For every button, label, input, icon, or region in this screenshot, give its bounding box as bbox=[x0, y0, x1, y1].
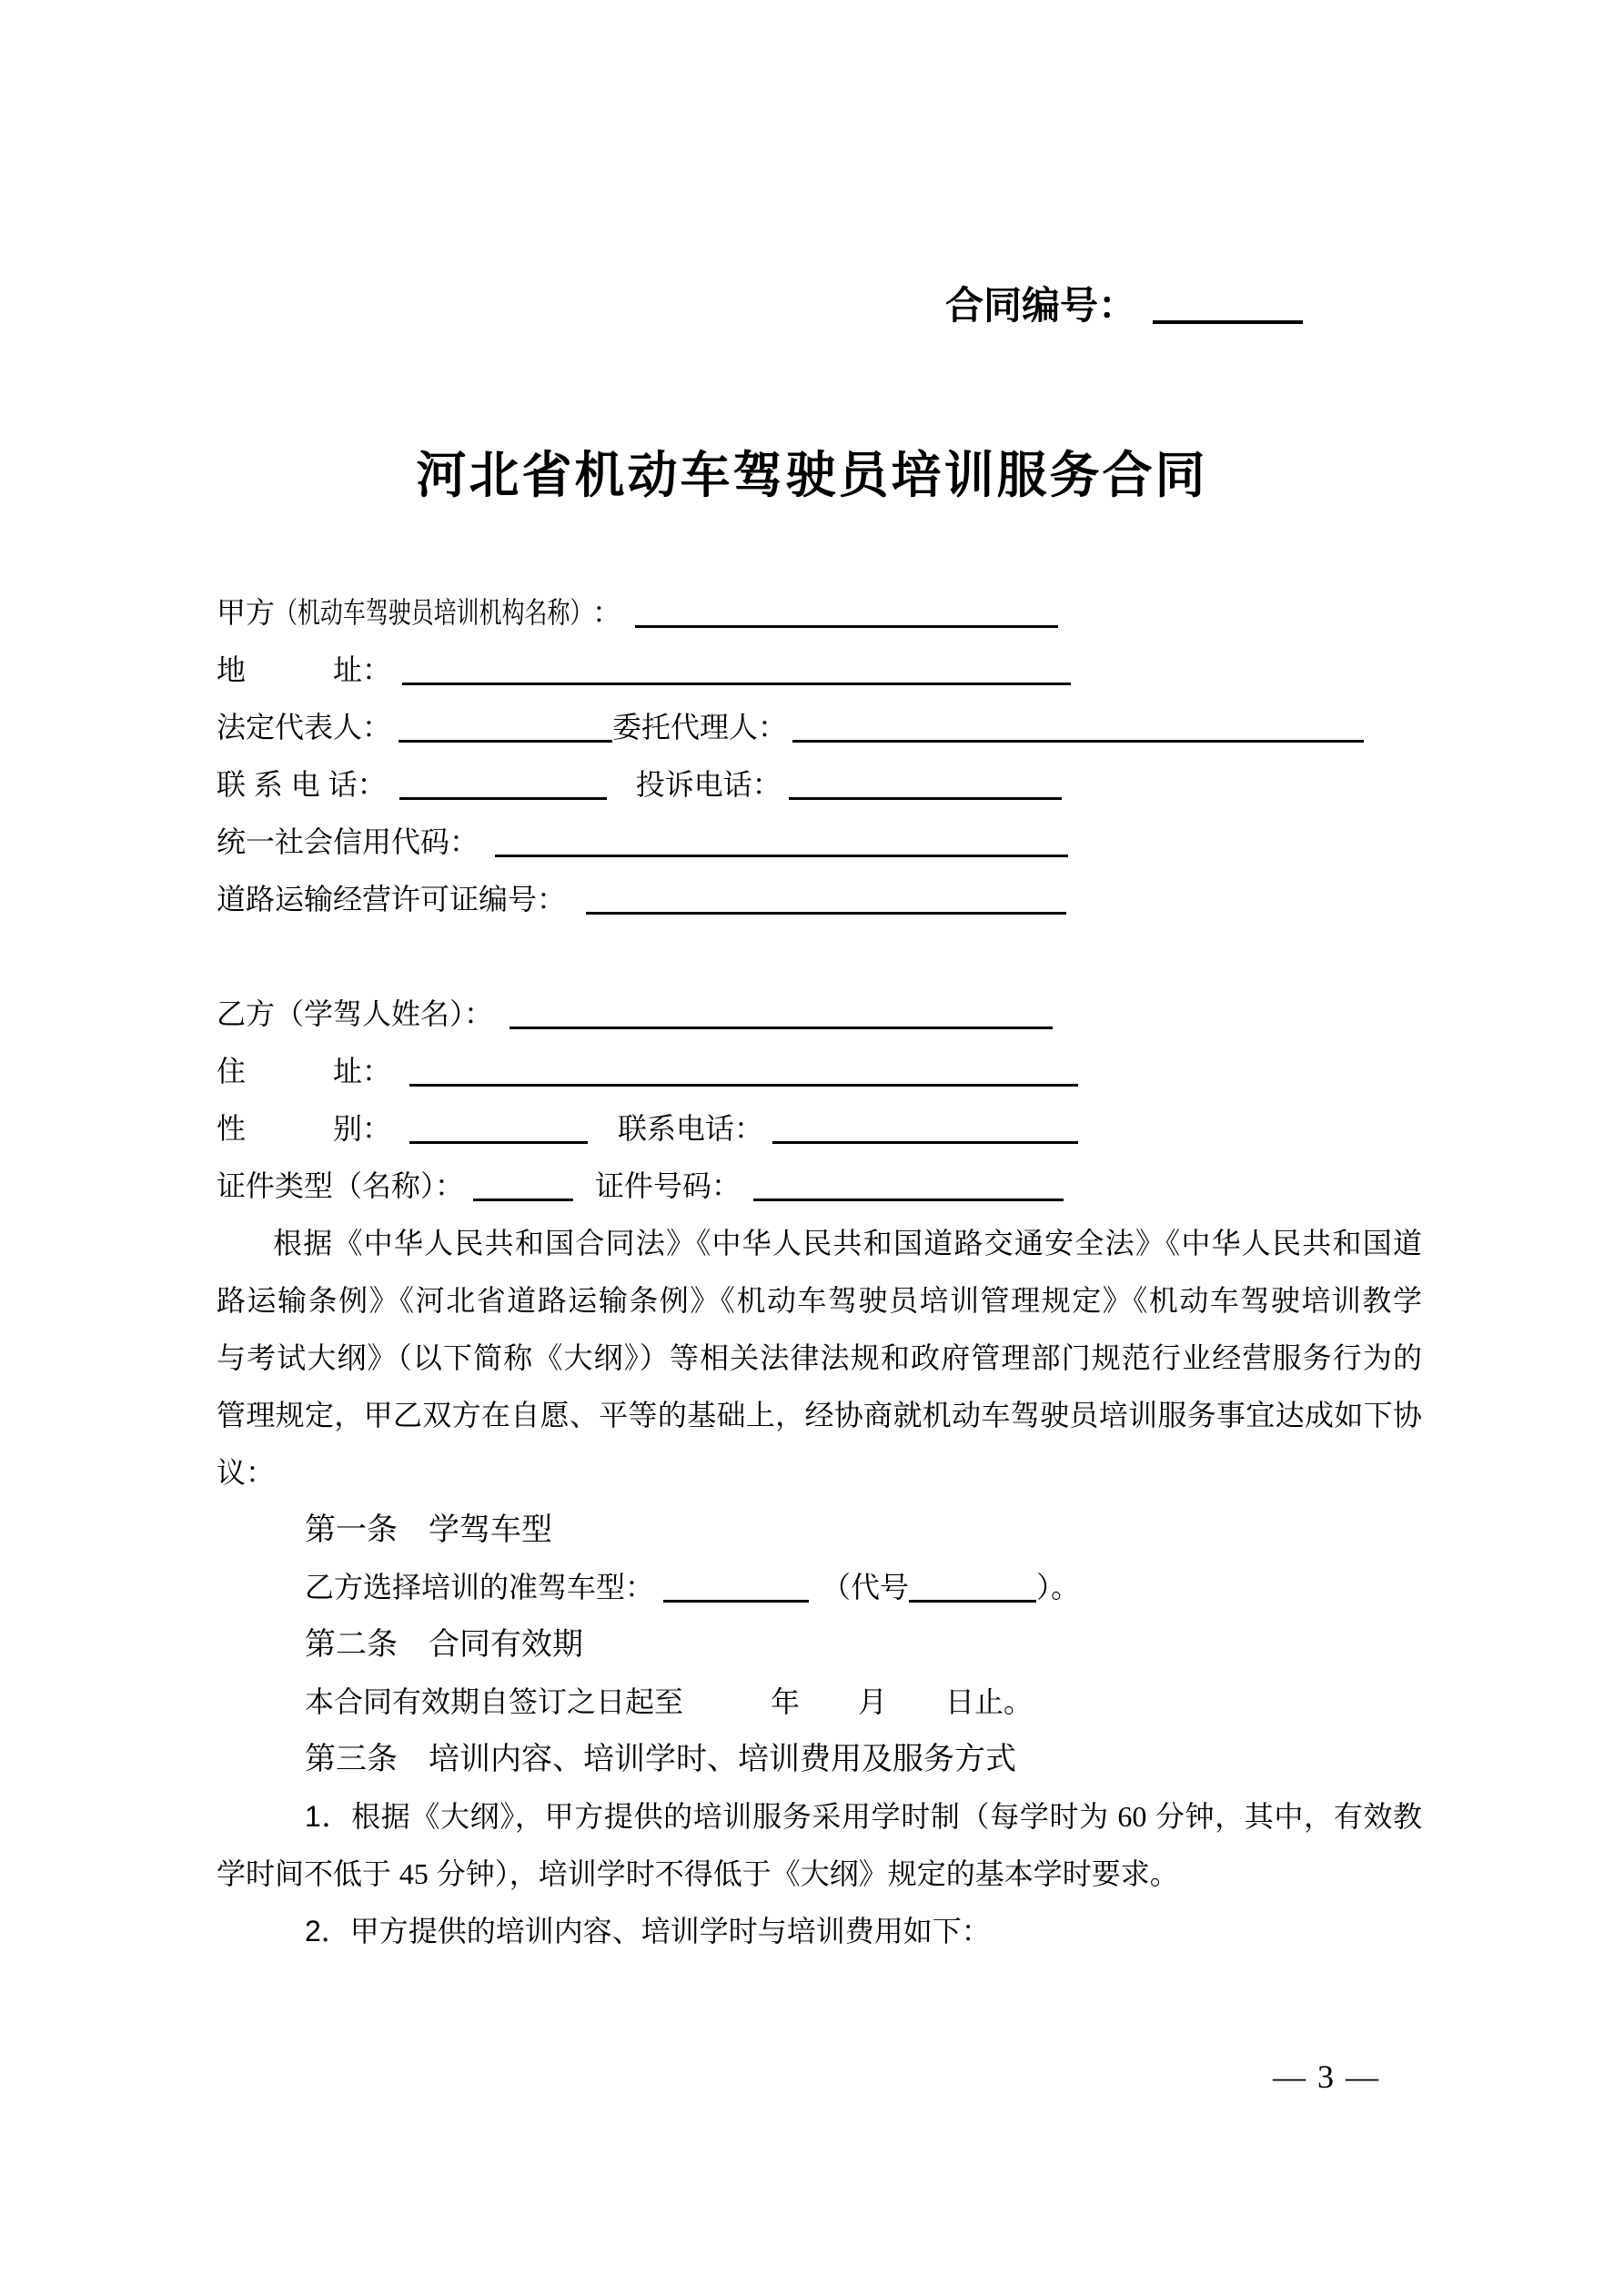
page-number: — 3 — bbox=[1273, 2058, 1380, 2095]
credit-code-row bbox=[217, 814, 1422, 871]
party-b-address-blank[interactable] bbox=[409, 1084, 1078, 1087]
road-license-row bbox=[217, 871, 1422, 928]
vehicle-type-blank[interactable] bbox=[663, 1600, 809, 1603]
complaint-phone-label: 投诉电话： bbox=[635, 768, 782, 801]
party-a-label-colon: ： bbox=[592, 596, 622, 629]
preamble-line-4: 管理规定，甲乙双方在自愿、平等的基础上，经协商就机动车驾驶员培训服务事宜达成如下协 bbox=[217, 1399, 1422, 1431]
party-b-phone-blank[interactable] bbox=[772, 1141, 1078, 1144]
clause-2-heading: 第二条 合同有效期 bbox=[305, 1628, 583, 1662]
party-a-label-paren: （机动车驾驶员培训机构名称） bbox=[275, 596, 593, 629]
party-a-name-blank[interactable] bbox=[635, 625, 1058, 628]
gender-label: 性 别： bbox=[217, 1112, 392, 1145]
credit-code-blank[interactable] bbox=[495, 855, 1068, 857]
credit-code-label: 统一社会信用代码： bbox=[217, 825, 479, 858]
contract-number-row bbox=[945, 282, 1303, 329]
vehicle-type-label: 乙方选择培训的准驾车型： bbox=[305, 1571, 655, 1603]
preamble-line-1: 根据《中华人民共和国合同法》《中华人民共和国道路交通安全法》《中华人民共和国道 bbox=[273, 1227, 1422, 1259]
gender-phone-row bbox=[217, 1100, 1422, 1158]
gender-blank[interactable] bbox=[409, 1141, 588, 1144]
legal-rep-agent-row bbox=[217, 699, 1422, 756]
clause-3-item-1-line-2 bbox=[217, 1846, 1422, 1903]
clause-2-body-row: 本合同有效期自签订之日起至 年 月 日止。 bbox=[305, 1685, 1034, 1718]
party-a-label: 甲方 bbox=[217, 596, 276, 629]
party-a-phone-blank[interactable] bbox=[399, 797, 607, 800]
clause-3-item-1-line-1 bbox=[217, 1788, 1422, 1846]
item-1-text-a: 1．根据《大纲》，甲方提供的培训服务采用学时制（每学时为 bbox=[305, 1800, 1118, 1833]
clause-3-item-2: 2．甲方提供的培训内容、培训学时与培训费用如下： bbox=[305, 1915, 991, 1947]
id-number-label: 证件号码： bbox=[595, 1169, 741, 1202]
item-1-text-c: 学时间不低于 bbox=[217, 1857, 399, 1890]
agent-label: 委托代理人： bbox=[612, 711, 788, 743]
party-b-address-label: 住 址： bbox=[217, 1055, 392, 1087]
party-b-name-blank[interactable] bbox=[509, 1027, 1053, 1029]
code-label: （代号 bbox=[822, 1571, 910, 1603]
party-b-phone-label: 联系电话： bbox=[618, 1112, 764, 1145]
minutes-per-hour-value: 60 bbox=[1117, 1800, 1147, 1833]
party-b-address-row bbox=[217, 1043, 1422, 1100]
preamble-line-2: 路运输条例》《河北省道路运输条例》《机动车驾驶员培训管理规定》《机动车驾驶培训教学 bbox=[217, 1284, 1422, 1317]
clause-1-heading: 第一条 学驾车型 bbox=[305, 1513, 552, 1547]
party-a-name-row bbox=[217, 584, 1422, 642]
item-1-text-b: 分钟，其中，有效教 bbox=[1146, 1800, 1422, 1833]
agent-blank[interactable] bbox=[792, 740, 1364, 743]
contract-number-blank[interactable] bbox=[1153, 320, 1303, 324]
party-a-address-blank[interactable] bbox=[402, 683, 1071, 685]
contract-body bbox=[217, 584, 1422, 1960]
legal-rep-blank[interactable] bbox=[398, 740, 612, 743]
clause-1-body-row bbox=[217, 1559, 1422, 1616]
item-1-text-d: 分钟），培训学时不得低于《大纲》规定的基本学时要求。 bbox=[428, 1857, 1179, 1890]
legal-rep-label: 法定代表人： bbox=[217, 711, 392, 743]
party-b-name-row bbox=[217, 986, 1422, 1043]
complaint-phone-blank[interactable] bbox=[789, 797, 1062, 800]
clause-3-heading: 第三条 培训内容、培训学时、培训费用及服务方式 bbox=[305, 1743, 1016, 1776]
spacer-row bbox=[217, 928, 1422, 986]
id-type-label: 证件类型（名称）： bbox=[217, 1169, 465, 1202]
id-type-number-row bbox=[217, 1158, 1422, 1215]
party-b-label: 乙方（学驾人姓名）： bbox=[217, 997, 494, 1030]
id-type-blank[interactable] bbox=[473, 1199, 573, 1201]
party-a-address-label: 地 址： bbox=[217, 653, 392, 686]
preamble-line-5: 议： bbox=[217, 1456, 276, 1489]
id-number-blank[interactable] bbox=[753, 1199, 1064, 1201]
page-title: 河北省机动车驾驶员培训服务合同 bbox=[416, 447, 1208, 503]
effective-minutes-value: 45 bbox=[398, 1857, 429, 1890]
phone-complaint-row bbox=[217, 756, 1422, 814]
party-a-phone-label: 联 系 电 话： bbox=[217, 768, 387, 801]
road-license-blank[interactable] bbox=[586, 912, 1066, 915]
preamble-line-3: 与考试大纲》（以下简称《大纲》）等相关法律法规和政府管理部门规范行业经营服务行为的 bbox=[217, 1341, 1422, 1374]
contract-number-label: 合同编号： bbox=[944, 284, 1136, 327]
road-license-label: 道路运输经营许可证编号： bbox=[217, 883, 567, 915]
code-blank[interactable] bbox=[909, 1600, 1036, 1603]
party-a-address-row bbox=[217, 642, 1422, 699]
code-label-end: ）。 bbox=[1036, 1571, 1081, 1603]
